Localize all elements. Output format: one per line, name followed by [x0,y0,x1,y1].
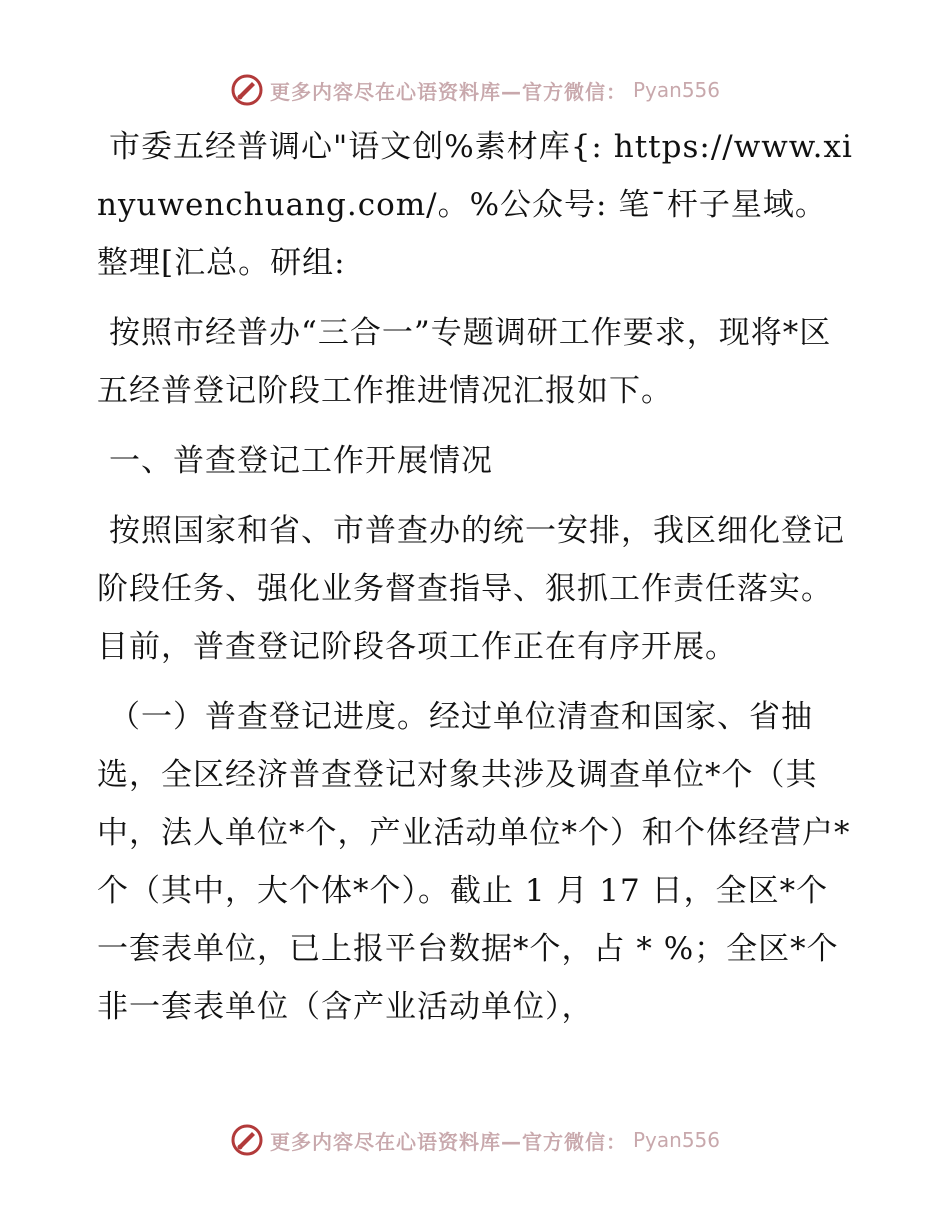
brush-logo-icon [230,73,264,107]
section-heading-1: 一、普查登记工作开展情况 [109,443,493,479]
brush-logo-icon [230,1123,264,1157]
footer-watermark-wechat-id: Pyan556 [632,1128,720,1152]
footer-watermark-text: 更多内容尽在心语资料库—官方微信： [269,1129,627,1154]
header-watermark-wechat-id: Pyan556 [632,78,720,102]
paragraph-overview: 按照国家和省、市普查办的统一安排，我区细化登记阶段任务、强化业务督查指导、狠抓工作责任落实。目前，普查登记阶段各项工作正在有序开展。 [97,513,845,665]
header-watermark-text: 更多内容尽在心语资料库—官方微信： [269,79,627,104]
paragraph-purpose: 按照市经普办“三合一”专题调研工作要求，现将*区五经普登记阶段工作推进情况汇报如下。 [97,315,832,409]
document-body [97,118,857,1048]
header-watermark [0,72,950,108]
paragraph-progress: （一）普查登记进度。经过单位清查和国家、省抽选，全区经济普查登记对象共涉及调查单位*个（其中，法人单位*个，产业活动单位*个）和个体经营户*个（其中，大个体*个）。截止 1 月 17 日，全区*个一套表单位，已上报平台数据*个，占 * %；全区*个非一套表单位（含产业活动单位）， [97,699,851,1025]
footer-watermark [0,1122,950,1158]
paragraph-intro: 市委五经普调心"语文创%素材库{: https://www.xinyuwenchuang.com/。%公众号: 笔¯杆子星域。整理[汇总。研组: [97,129,853,281]
